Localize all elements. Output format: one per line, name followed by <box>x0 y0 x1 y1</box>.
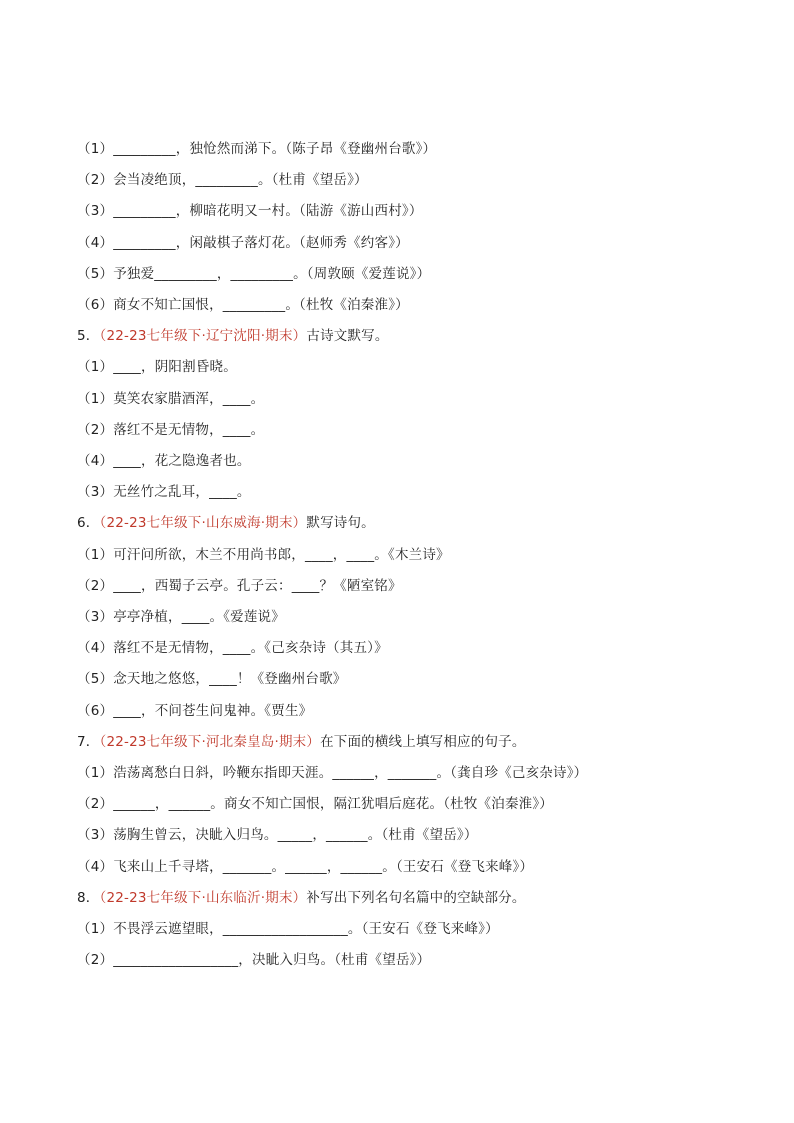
question-number: 8． <box>77 889 100 906</box>
item-text: （4）_________，闲敲棋子落灯花。（赵师秀《约客》） <box>77 234 409 251</box>
item-text: （2）__________________，决眦入归鸟。（杜甫《望岳》） <box>77 952 431 969</box>
fill-blank-item <box>77 140 436 158</box>
fill-blank-item <box>77 951 430 969</box>
fill-blank-item <box>77 265 430 283</box>
question-source: （22-23七年级下·河北秦皇岛·期末） <box>99 733 321 750</box>
item-text: （2）______，______。商女不知亡国恨，隔江犹唱后庭花。（杜牧《泊秦淮》） <box>77 796 553 813</box>
fill-blank-item <box>77 639 388 657</box>
question-source: （22-23七年级下·山东威海·期末） <box>99 515 307 532</box>
item-text: （6）____，不问苍生问鬼神。《贾生》 <box>77 702 313 719</box>
item-text: （5）予独爱_________，_________。（周敦颐《爱莲说》） <box>77 265 431 282</box>
fill-blank-item <box>77 608 285 626</box>
fill-blank-item <box>77 296 409 314</box>
item-text: （1）____，阴阳割昏晓。 <box>77 359 237 376</box>
question-number: 7． <box>77 733 100 750</box>
fill-blank-item <box>77 670 347 688</box>
fill-blank-item <box>77 234 409 252</box>
item-text: （4）落红不是无情物，____。《己亥杂诗（其五）》 <box>77 640 388 657</box>
item-text: （3）亭亭净植，____。《爱莲说》 <box>77 609 285 625</box>
item-text: （2）落红不是无情物，____。 <box>77 421 265 438</box>
fill-blank-item <box>77 171 368 189</box>
question-heading <box>77 514 375 532</box>
question-number: 6． <box>77 515 100 532</box>
question-heading <box>77 889 526 907</box>
fill-blank-item <box>77 358 237 376</box>
fill-blank-item <box>77 452 251 470</box>
fill-blank-item <box>77 920 499 938</box>
item-text: （4）____，花之隐逸者也。 <box>77 453 251 469</box>
item-text: （1）莫笑农家腊酒浑，____。 <box>77 390 265 407</box>
item-text: （3）_________，柳暗花明又一村。（陆游《游山西村》） <box>77 203 423 220</box>
question-source: （22-23七年级下·辽宁沈阳·期末） <box>99 328 307 345</box>
fill-blank-item <box>77 421 264 439</box>
fill-blank-item <box>77 577 402 595</box>
item-text: （6）商女不知亡国恨，_________。（杜牧《泊秦淮》） <box>77 297 409 313</box>
fill-blank-item <box>77 826 478 844</box>
item-text: （1）浩荡离愁白日斜，吟鞭东指即天涯。______，_______。（龚自珍《己亥杂诗》） <box>77 765 588 781</box>
question-number: 5． <box>77 328 100 345</box>
item-text: （1）_________，独怆然而涕下。（陈子昂《登幽州台歌》） <box>77 141 437 157</box>
question-heading <box>77 327 389 345</box>
fill-blank-item <box>77 483 251 501</box>
fill-blank-item <box>77 390 264 408</box>
question-heading <box>77 733 526 751</box>
fill-blank-item <box>77 546 450 564</box>
item-text: （2）____，西蜀子云亭。孔子云：____？《陋室铭》 <box>77 577 402 594</box>
fill-blank-item <box>77 858 533 876</box>
fill-blank-item <box>77 764 587 782</box>
question-prompt: 补写出下列名句名篇中的空缺部分。 <box>306 889 526 906</box>
item-text: （3）无丝竹之乱耳，____。 <box>77 484 251 501</box>
question-source: （22-23七年级下·山东临沂·期末） <box>99 889 307 906</box>
item-text: （1）可汗问所欲，木兰不用尚书郎，____，____。《木兰诗》 <box>77 546 450 563</box>
fill-blank-item <box>77 702 312 720</box>
item-text: （3）荡胸生曾云，决眦入归鸟。_____，______。（杜甫《望岳》） <box>77 827 478 844</box>
item-text: （2）会当凌绝顶，_________。（杜甫《望岳》） <box>77 172 368 189</box>
question-prompt: 在下面的横线上填写相应的句子。 <box>320 733 526 750</box>
item-text: （4）飞来山上千寻塔，_______。______，______。（王安石《登飞来峰》） <box>77 858 534 875</box>
item-text: （5）念天地之悠悠，____！《登幽州台歌》 <box>77 671 347 688</box>
item-text: （1）不畏浮云遮望眼，__________________。（王安石《登飞来峰》） <box>77 921 499 937</box>
fill-blank-item <box>77 795 553 813</box>
question-prompt: 古诗文默写。 <box>306 328 389 345</box>
fill-blank-item <box>77 202 423 220</box>
question-prompt: 默写诗句。 <box>306 515 375 532</box>
